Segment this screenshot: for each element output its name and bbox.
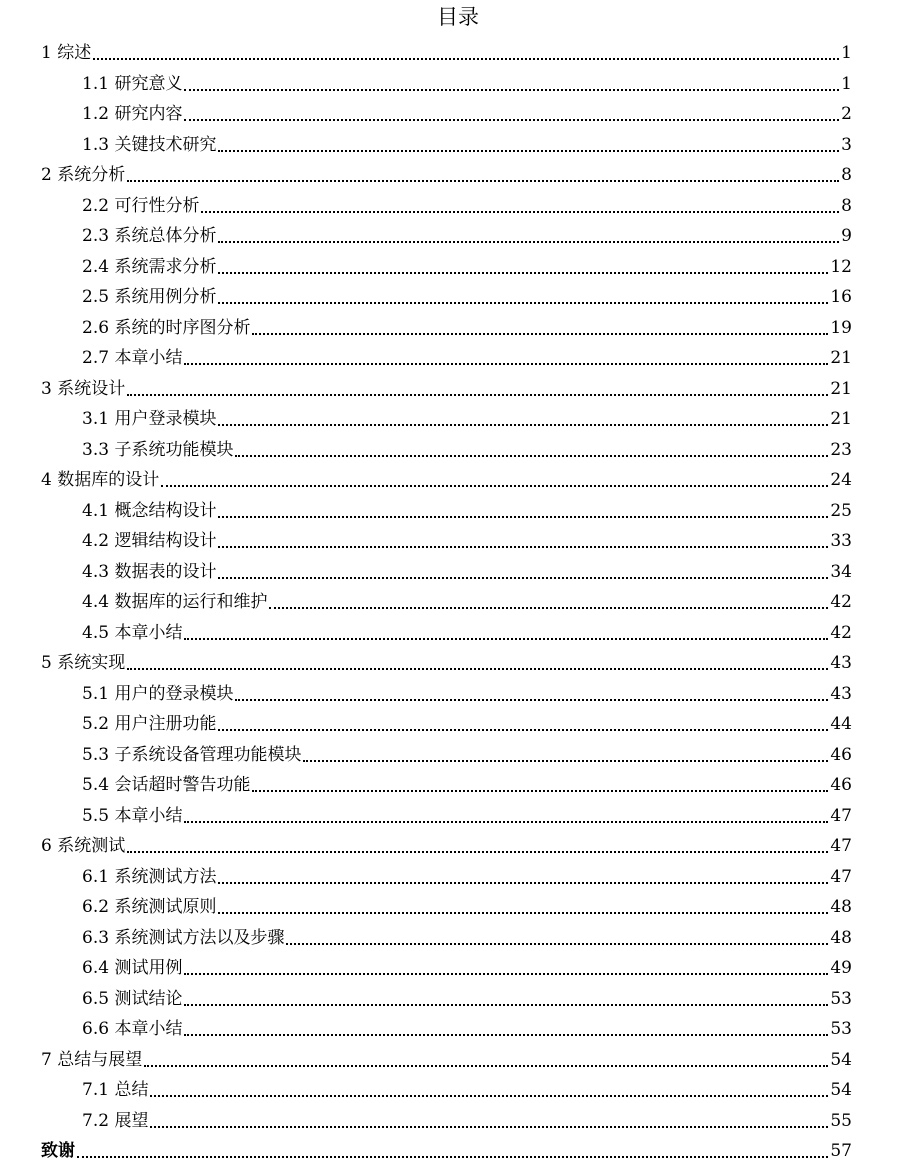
toc-entry-label: 6.3 系统测试方法以及步骤 <box>82 927 285 948</box>
toc-entry-page-number: 53 <box>830 988 852 1009</box>
dot-leader <box>184 1003 828 1006</box>
toc-entry-page-number: 24 <box>830 470 852 490</box>
dot-leader <box>303 759 828 762</box>
toc-entry-label: 5.4 会话超时警告功能 <box>82 775 251 795</box>
toc-entry[interactable] <box>41 834 852 858</box>
toc-entry[interactable] <box>82 712 852 736</box>
toc-entry-label: 6 系统测试 <box>41 836 126 856</box>
dot-leader <box>218 576 828 579</box>
toc-entry[interactable] <box>41 377 852 401</box>
toc-entry[interactable] <box>41 41 852 65</box>
dot-leader <box>93 57 839 60</box>
toc-entry[interactable] <box>82 255 852 279</box>
toc-entry-label: 5.1 用户的登录模块 <box>82 683 234 704</box>
toc-entry-label: 2.2 可行性分析 <box>82 195 200 216</box>
toc-entry-label: 5 系统实现 <box>41 653 126 673</box>
dot-leader <box>218 545 828 548</box>
toc-entry[interactable] <box>82 621 852 645</box>
dot-leader <box>218 728 828 731</box>
toc-entry-label: 6.4 测试用例 <box>82 958 183 978</box>
dot-leader <box>218 149 839 152</box>
toc-entry[interactable] <box>82 682 852 706</box>
toc-entry-page-number: 16 <box>830 287 852 307</box>
dot-leader <box>150 1094 828 1097</box>
toc-entry-page-number: 46 <box>830 744 852 765</box>
toc-entry-label: 4.3 数据表的设计 <box>82 561 217 582</box>
toc-entry-page-number: 43 <box>830 683 852 704</box>
dot-leader <box>235 698 828 701</box>
toc-entry-page-number: 1 <box>841 43 852 63</box>
dot-leader <box>77 1155 828 1158</box>
toc-entry-label: 6.1 系统测试方法 <box>82 866 217 887</box>
toc-entry-label: 6.2 系统测试原则 <box>82 897 217 917</box>
toc-entry-label: 7.2 展望 <box>82 1110 149 1131</box>
toc-entry-page-number: 42 <box>830 592 852 612</box>
dot-leader <box>150 1125 828 1128</box>
toc-entry[interactable] <box>82 865 852 889</box>
toc-entry[interactable] <box>82 987 852 1011</box>
toc-entry[interactable] <box>82 224 852 248</box>
toc-entry-page-number: 2 <box>841 104 852 124</box>
toc-entry-label: 1.1 研究意义 <box>82 73 183 94</box>
toc-entry-page-number: 43 <box>830 653 852 673</box>
dot-leader <box>127 850 828 853</box>
toc-entry-page-number: 21 <box>830 378 852 399</box>
toc-entry-label: 4.4 数据库的运行和维护 <box>82 592 268 612</box>
dot-leader <box>184 972 828 975</box>
toc-entry-page-number: 9 <box>841 226 852 246</box>
toc-entry-label: 3.1 用户登录模块 <box>82 409 217 429</box>
toc-entry[interactable] <box>82 560 852 584</box>
toc-entry[interactable] <box>82 194 852 218</box>
dot-leader <box>286 942 828 945</box>
toc-entry-label: 3.3 子系统功能模块 <box>82 439 234 460</box>
toc-entry[interactable] <box>82 1017 852 1041</box>
toc-entry[interactable] <box>82 102 852 126</box>
toc-entry-page-number: 48 <box>830 897 852 917</box>
toc-entry-page-number: 8 <box>841 165 852 185</box>
dot-leader <box>218 515 828 518</box>
toc-entry[interactable] <box>82 346 852 370</box>
toc-entry-page-number: 57 <box>830 1141 852 1161</box>
toc-entry[interactable] <box>82 773 852 797</box>
toc-title: 目录 <box>437 5 479 29</box>
toc-entry[interactable] <box>82 590 852 614</box>
dot-leader <box>201 210 839 213</box>
dot-leader <box>218 423 828 426</box>
dot-leader <box>144 1064 828 1067</box>
toc-entry-label: 1.2 研究内容 <box>82 104 183 124</box>
dot-leader <box>218 271 828 274</box>
toc-entry-label: 4.1 概念结构设计 <box>82 500 217 521</box>
dot-leader <box>218 240 839 243</box>
toc-entry-page-number: 47 <box>830 836 852 856</box>
toc-entry-page-number: 53 <box>830 1019 852 1039</box>
toc-entry-label: 2 系统分析 <box>41 165 126 185</box>
toc-entry-page-number: 42 <box>830 622 852 643</box>
toc-entry[interactable] <box>41 651 852 675</box>
toc-entry-label: 6.5 测试结论 <box>82 988 183 1009</box>
toc-entry-page-number: 46 <box>830 775 852 795</box>
toc-entry-label: 3 系统设计 <box>41 378 126 399</box>
toc-entry-label: 5.5 本章小结 <box>82 805 183 826</box>
dot-leader <box>218 911 828 914</box>
toc-entry-page-number: 47 <box>830 866 852 887</box>
toc-entry-label: 4 数据库的设计 <box>41 470 160 490</box>
toc-entry-page-number: 54 <box>830 1080 852 1100</box>
toc-entry-page-number: 48 <box>830 927 852 948</box>
toc-entry-label: 5.2 用户注册功能 <box>82 714 217 734</box>
toc-entry[interactable] <box>82 804 852 828</box>
dot-leader <box>252 332 828 335</box>
toc-entry[interactable] <box>82 285 852 309</box>
toc-entry-page-number: 33 <box>830 531 852 551</box>
toc-entry[interactable] <box>82 1078 852 1102</box>
toc-entry-page-number: 47 <box>830 805 852 826</box>
toc-entry[interactable] <box>82 529 852 553</box>
dot-leader <box>184 118 839 121</box>
dot-leader <box>127 667 828 670</box>
toc-entry-label: 7 总结与展望 <box>41 1049 143 1070</box>
toc-entry[interactable] <box>82 1109 852 1133</box>
dot-leader <box>127 179 839 182</box>
toc-entry-page-number: 55 <box>830 1110 852 1131</box>
toc-entry[interactable] <box>41 1139 852 1163</box>
toc-entry-label: 5.3 子系统设备管理功能模块 <box>82 744 302 765</box>
toc-entry[interactable] <box>82 72 852 96</box>
toc-entry[interactable] <box>82 316 852 340</box>
dot-leader <box>218 881 828 884</box>
dot-leader <box>184 820 828 823</box>
toc-entry-page-number: 34 <box>830 561 852 582</box>
toc-entry-label: 2.3 系统总体分析 <box>82 226 217 246</box>
toc-entry[interactable] <box>82 743 852 767</box>
toc-entry-label: 1.3 关键技术研究 <box>82 134 217 155</box>
dot-leader <box>252 789 828 792</box>
toc-entry[interactable] <box>82 407 852 431</box>
toc-entry-page-number: 25 <box>830 500 852 521</box>
toc-entry-page-number: 21 <box>830 409 852 429</box>
toc-entry-page-number: 54 <box>830 1049 852 1070</box>
toc-entry-label: 4.5 本章小结 <box>82 622 183 643</box>
toc-entry[interactable] <box>82 895 852 919</box>
toc-entry[interactable] <box>41 1048 852 1072</box>
dot-leader <box>184 1033 828 1036</box>
toc-entry[interactable] <box>41 163 852 187</box>
toc-entry-page-number: 8 <box>841 195 852 216</box>
dot-leader <box>184 637 828 640</box>
toc-entry-label: 4.2 逻辑结构设计 <box>82 531 217 551</box>
dot-leader <box>184 362 828 365</box>
dot-leader <box>161 484 828 487</box>
toc-entry-page-number: 19 <box>830 317 852 338</box>
toc-entry[interactable] <box>82 499 852 523</box>
toc-entry-label: 7.1 总结 <box>82 1080 149 1100</box>
toc-entry-label: 2.4 系统需求分析 <box>82 256 217 277</box>
toc-entry-label: 致谢 <box>41 1141 75 1161</box>
toc-entry[interactable] <box>41 468 852 492</box>
toc-entry-page-number: 23 <box>830 439 852 460</box>
toc-entry-label: 1 综述 <box>41 43 92 63</box>
toc-entry-label: 6.6 本章小结 <box>82 1019 183 1039</box>
toc-entry-label: 2.7 本章小结 <box>82 348 183 368</box>
toc-entry-page-number: 12 <box>830 256 852 277</box>
toc-entry[interactable] <box>82 438 852 462</box>
toc-entry-label: 2.6 系统的时序图分析 <box>82 317 251 338</box>
toc-entry[interactable] <box>82 956 852 980</box>
toc-entry[interactable] <box>82 133 852 157</box>
toc-entry-page-number: 3 <box>841 134 852 155</box>
toc-entry-page-number: 49 <box>830 958 852 978</box>
dot-leader <box>184 88 839 91</box>
dot-leader <box>269 606 828 609</box>
toc-entry-page-number: 44 <box>830 714 852 734</box>
toc-entry-page-number: 1 <box>841 73 852 94</box>
dot-leader <box>235 454 828 457</box>
toc-entry-label: 2.5 系统用例分析 <box>82 287 217 307</box>
toc-entry-page-number: 21 <box>830 348 852 368</box>
dot-leader <box>127 393 828 396</box>
dot-leader <box>218 301 828 304</box>
toc-entry[interactable] <box>82 926 852 950</box>
